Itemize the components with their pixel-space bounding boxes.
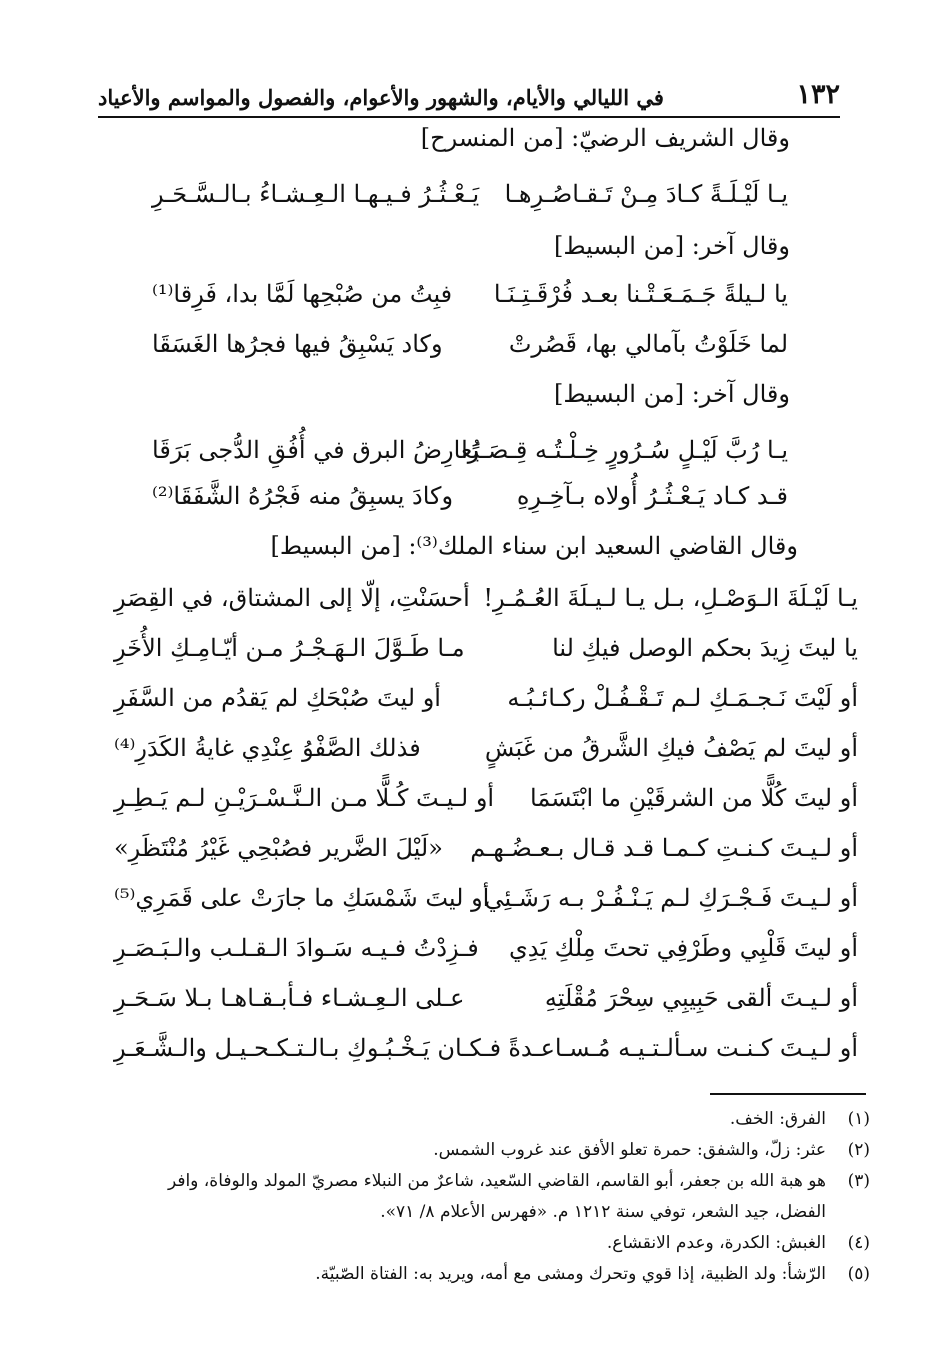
page-number: ١٣٢ xyxy=(796,79,840,110)
footnote-number: (٥) xyxy=(847,1264,870,1284)
verse-second-hemistich: فـكـان يَـخْـبُـوكِ بـالـتـكـحـيـل والـشَّـعَـرِ xyxy=(114,1034,502,1062)
verse-first-hemistich: أو لـيـتَ كـنـتِ كـمـا قـد قـال بـعـضُـهـم xyxy=(470,834,858,862)
poem-intro: وقال آخر: [من البسيط] xyxy=(553,380,790,408)
footnote-text: عثر: زلّ، والشفق: حمرة تعلو الأفق عند غروب الشمس. xyxy=(433,1140,826,1160)
verse-first-hemistich: أو ليتَ لم يَصْفُ فيكِ الشَّرقُ من غَبَشٍ xyxy=(484,734,858,762)
verse-second-hemistich: يَـعْـثُـرُ فـيـهـا الـعِـشـاءُ بـالـسَّـحَـرِ xyxy=(152,180,480,208)
footnote xyxy=(120,1104,870,1135)
footnote xyxy=(120,1228,870,1259)
verse-first-hemistich: يـا لَيْـلَةَ الـوَصْـلِ، بـل يـا لـيـلَةَ العُـمُـرِ! xyxy=(483,584,858,612)
page-header xyxy=(98,58,840,118)
verse-second-hemistich: أو ليتَ صُبْحَكِ لم يَقدُم من السَّفَرِ xyxy=(114,684,441,712)
poem-intro: وقال آخر: [من البسيط] xyxy=(553,232,790,260)
running-title: في الليالي والأيام، والشهور والأعوام، والفصول والمواسم والأعياد xyxy=(98,85,664,110)
verse-first-hemistich: يـا لَيْـلَـةً كـادَ مِـنْ تَـقـاصُـرِهـا xyxy=(504,180,788,208)
verse-second-hemistich: فبِتُ من صُبْحِها لَمَّا بدا، فَرِقا⁽¹⁾ xyxy=(152,280,453,308)
verse-second-hemistich: فذلك الصَّفْوُ عِنْدِي غايةُ الكَدَرِ⁽⁴⁾ xyxy=(114,734,421,762)
poem-intro: وقال القاضي السعيد ابن سناء الملك⁽³⁾: [من البسيط] xyxy=(270,532,798,560)
verse-second-hemistich: عـلى الـعِـشـاء فـأبـقـاهـا بـلا سَـحَـرِ xyxy=(114,984,465,1012)
verse-first-hemistich: أو ليتَ كُلًّا من الشرقَيْنِ ما ابْتَسَمَا xyxy=(530,784,858,812)
verse-first-hemistich: قـد كـاد يَـعْـثُـرُ أُولاه بـآخِـرِهِ xyxy=(516,482,788,510)
verse-first-hemistich: يا لـيلةً جَـمَـعَـتْـنا بعـد فُرْقَـتِـنَـا xyxy=(493,280,788,308)
verse-second-hemistich: أحسَنْتِ، إلّا إلى المشتاق، في القِصَرِ xyxy=(114,584,470,612)
verse-first-hemistich: أو لـيـتَ ألقى حَبِيبِي سِحْرَ مُقْلَتِهِ xyxy=(544,984,858,1012)
footnote xyxy=(120,1166,870,1228)
footnotes xyxy=(120,1104,870,1290)
verse-second-hemistich: أو لـيـتَ كُـلًّا مـن الـنَّـسْـرَيْـنِ لـم يَـطِـرِ xyxy=(114,784,495,812)
poem-intro: وقال الشريف الرضيّ: [من المنسرح] xyxy=(420,124,790,152)
footnote-separator xyxy=(710,1093,866,1095)
footnote-text: هو هبة الله بن جعفر، أبو القاسم، القاضي السّعيد، شاعرٌ من النبلاء مصريّ المولد والوفاة، وافر الفضل، جيد الشعر، توفي سنة ١٢١٢ م. «فهرس الأعلام ٨/ ٧١». xyxy=(167,1171,826,1222)
footnote-number: (٣) xyxy=(847,1171,870,1191)
footnote-number: (٤) xyxy=(847,1233,870,1253)
footnote-number: (٢) xyxy=(847,1140,870,1160)
verse-first-hemistich: أو ليتَ قَلْبِي وطَرْفِي تحتَ مِلْكِ يَدِي xyxy=(508,934,858,962)
verse-first-hemistich: يـا رُبَّ لَيْـلٍ سُـرُورٍ خِـلْـتُـه قِـصَـرًا xyxy=(461,436,788,464)
verse-first-hemistich: أو لـيـتَ كـنـت سـألـتـيـه مُـسـاعـدةً xyxy=(508,1034,858,1062)
verse-second-hemistich: وكادَ يسبِقُ منه فَجْرُهُ الشَّفَقَا⁽²⁾ xyxy=(152,482,454,510)
verse-first-hemistich: أو لـيـتَ فَـجْـرَكِ لـم يَـنْـفُـرْ بـه رَشَـئِي xyxy=(484,884,858,912)
footnote xyxy=(120,1135,870,1166)
verse-second-hemistich: فـزِدْتُ فـيـه سَـوادَ الـقـلـب والـبَـصَـرِ xyxy=(114,934,479,962)
verse-first-hemistich: لما خَلَوْتُ بآمالي بها، قَصُرتْ xyxy=(508,330,788,358)
verse-second-hemistich: «لَيْلَ الضَّرير فصُبْحِي غَيْرُ مُنْتَظَرِ» xyxy=(114,834,443,862)
verse-second-hemistich: أو ليتَ شَمْسَكِ ما جارَتْ على قَمَرِي⁽⁵⁾ xyxy=(114,884,490,912)
verse-second-hemistich: يُعارِضُ البرق في أُفُقِ الدُّجى بَرَقَا xyxy=(152,436,480,464)
footnote-text: الفرق: الخف. xyxy=(729,1109,826,1129)
verse-first-hemistich: يا ليتَ زِيدَ بحكم الوصل فيكِ لنا xyxy=(552,634,858,662)
footnote-text: الرّشأ: ولد الظبية، إذا قوي وتحرك ومشى مع أمه، ويريد به: الفتاة الصّبيّة. xyxy=(315,1264,826,1284)
verse-second-hemistich: مـا طَـوَّلَ الـهَـجْـرُ مـن أيّـامِـكِ الأُخَرِ xyxy=(114,634,465,662)
verse-second-hemistich: وكاد يَسْبِقُ فيها فجرُها الغَسَقَا xyxy=(152,330,443,358)
footnote-text: الغبش: الكدرة، وعدم الانقشاع. xyxy=(606,1233,826,1253)
verse-first-hemistich: أو لَيْتَ نَـجـمَـكِ لـم تَـقْـفُـلْ ركـائـبُـه xyxy=(507,684,858,712)
footnote xyxy=(120,1259,870,1290)
footnote-number: (١) xyxy=(847,1109,870,1129)
